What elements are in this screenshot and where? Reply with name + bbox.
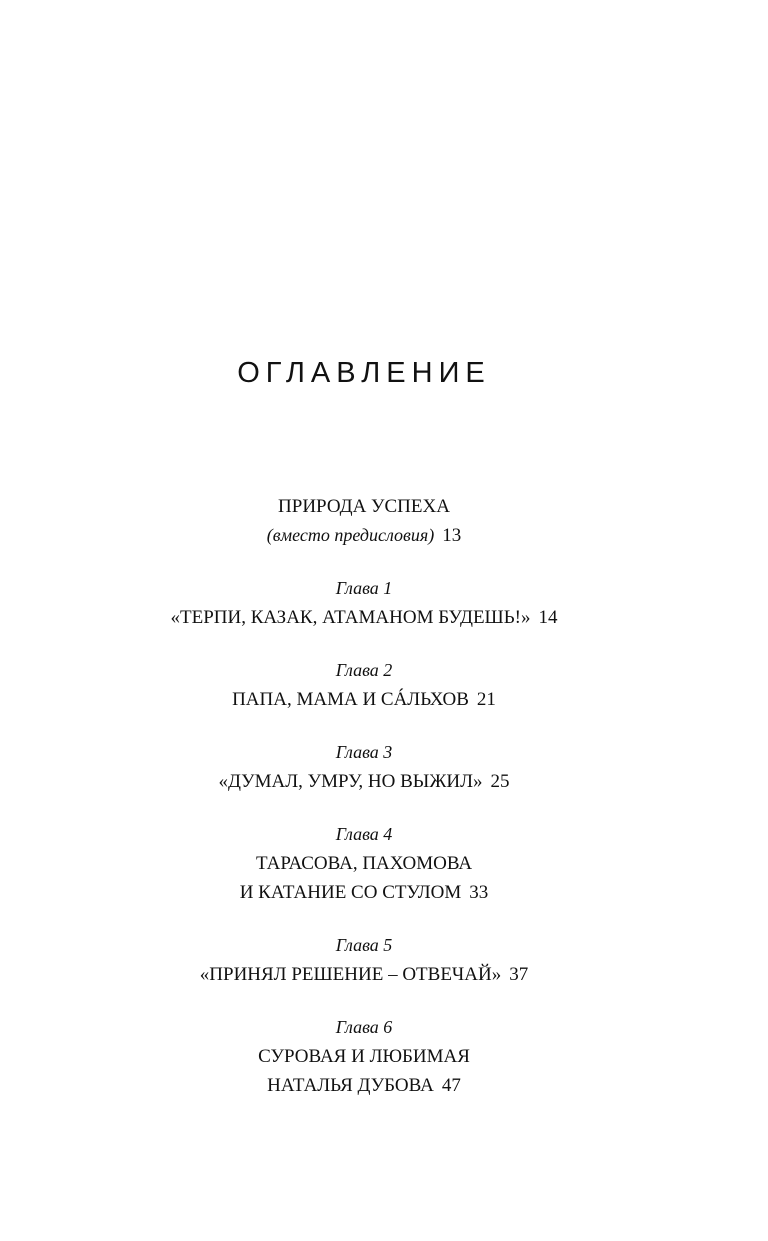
toc-page-number: 21 [476, 689, 496, 710]
chapter-label: Глава 5 [335, 935, 393, 955]
chapter-title: «ПРИНЯЛ РЕШЕНИЕ – ОТВЕЧАЙ» [199, 964, 502, 985]
toc-entry-chapter-1[interactable] [0, 574, 728, 632]
chapter-label: Глава 6 [335, 1017, 393, 1037]
chapter-title: СУРОВАЯ И ЛЮБИМАЯ [258, 1046, 470, 1067]
toc-entry-subtitle-line [0, 521, 728, 550]
toc-page-number: 13 [442, 525, 462, 546]
chapter-title-line [0, 960, 728, 989]
toc-page-number: 47 [441, 1075, 461, 1096]
chapter-title-line [0, 878, 728, 907]
chapter-title-line [0, 1071, 728, 1100]
chapter-label: Глава 3 [335, 742, 393, 762]
chapter-title: «ТЕРПИ, КАЗАК, АТАМАНОМ БУДЕШЬ!» [170, 607, 531, 628]
chapter-title: И КАТАНИЕ СО СТУЛОМ [239, 882, 462, 903]
toc-entry-chapter-5[interactable] [0, 931, 728, 989]
toc-page-number: 33 [469, 882, 489, 903]
page-title: ОГЛАВЛЕНИЕ [237, 357, 491, 390]
chapter-title-line [0, 685, 728, 714]
toc-entry-subtitle: (вместо предисловия) [266, 525, 435, 545]
toc-entry-title: ПРИРОДА УСПЕХА [278, 496, 450, 517]
chapter-title: НАТАЛЬЯ ДУБОВА [267, 1075, 434, 1096]
chapter-label: Глава 2 [335, 660, 393, 680]
toc-entry-chapter-4[interactable] [0, 820, 728, 907]
chapter-title: ПАПА, МАМА И СÁЛЬХОВ [232, 689, 469, 710]
toc-entry-chapter-6[interactable] [0, 1013, 728, 1100]
toc-page-number: 25 [490, 771, 510, 792]
chapter-label: Глава 1 [335, 578, 393, 598]
toc-entry-chapter-2[interactable] [0, 656, 728, 714]
chapter-label: Глава 4 [335, 824, 393, 844]
chapter-title-line [0, 603, 728, 632]
chapter-title-line [0, 767, 728, 796]
chapter-title: ТАРАСОВА, ПАХОМОВА [255, 853, 473, 874]
toc-entry-intro[interactable] [0, 492, 728, 550]
toc-entry-chapter-3[interactable] [0, 738, 728, 796]
toc-page-number: 37 [509, 964, 529, 985]
toc-page-number: 14 [538, 607, 558, 628]
chapter-title: «ДУМАЛ, УМРУ, НО ВЫЖИЛ» [218, 771, 483, 792]
